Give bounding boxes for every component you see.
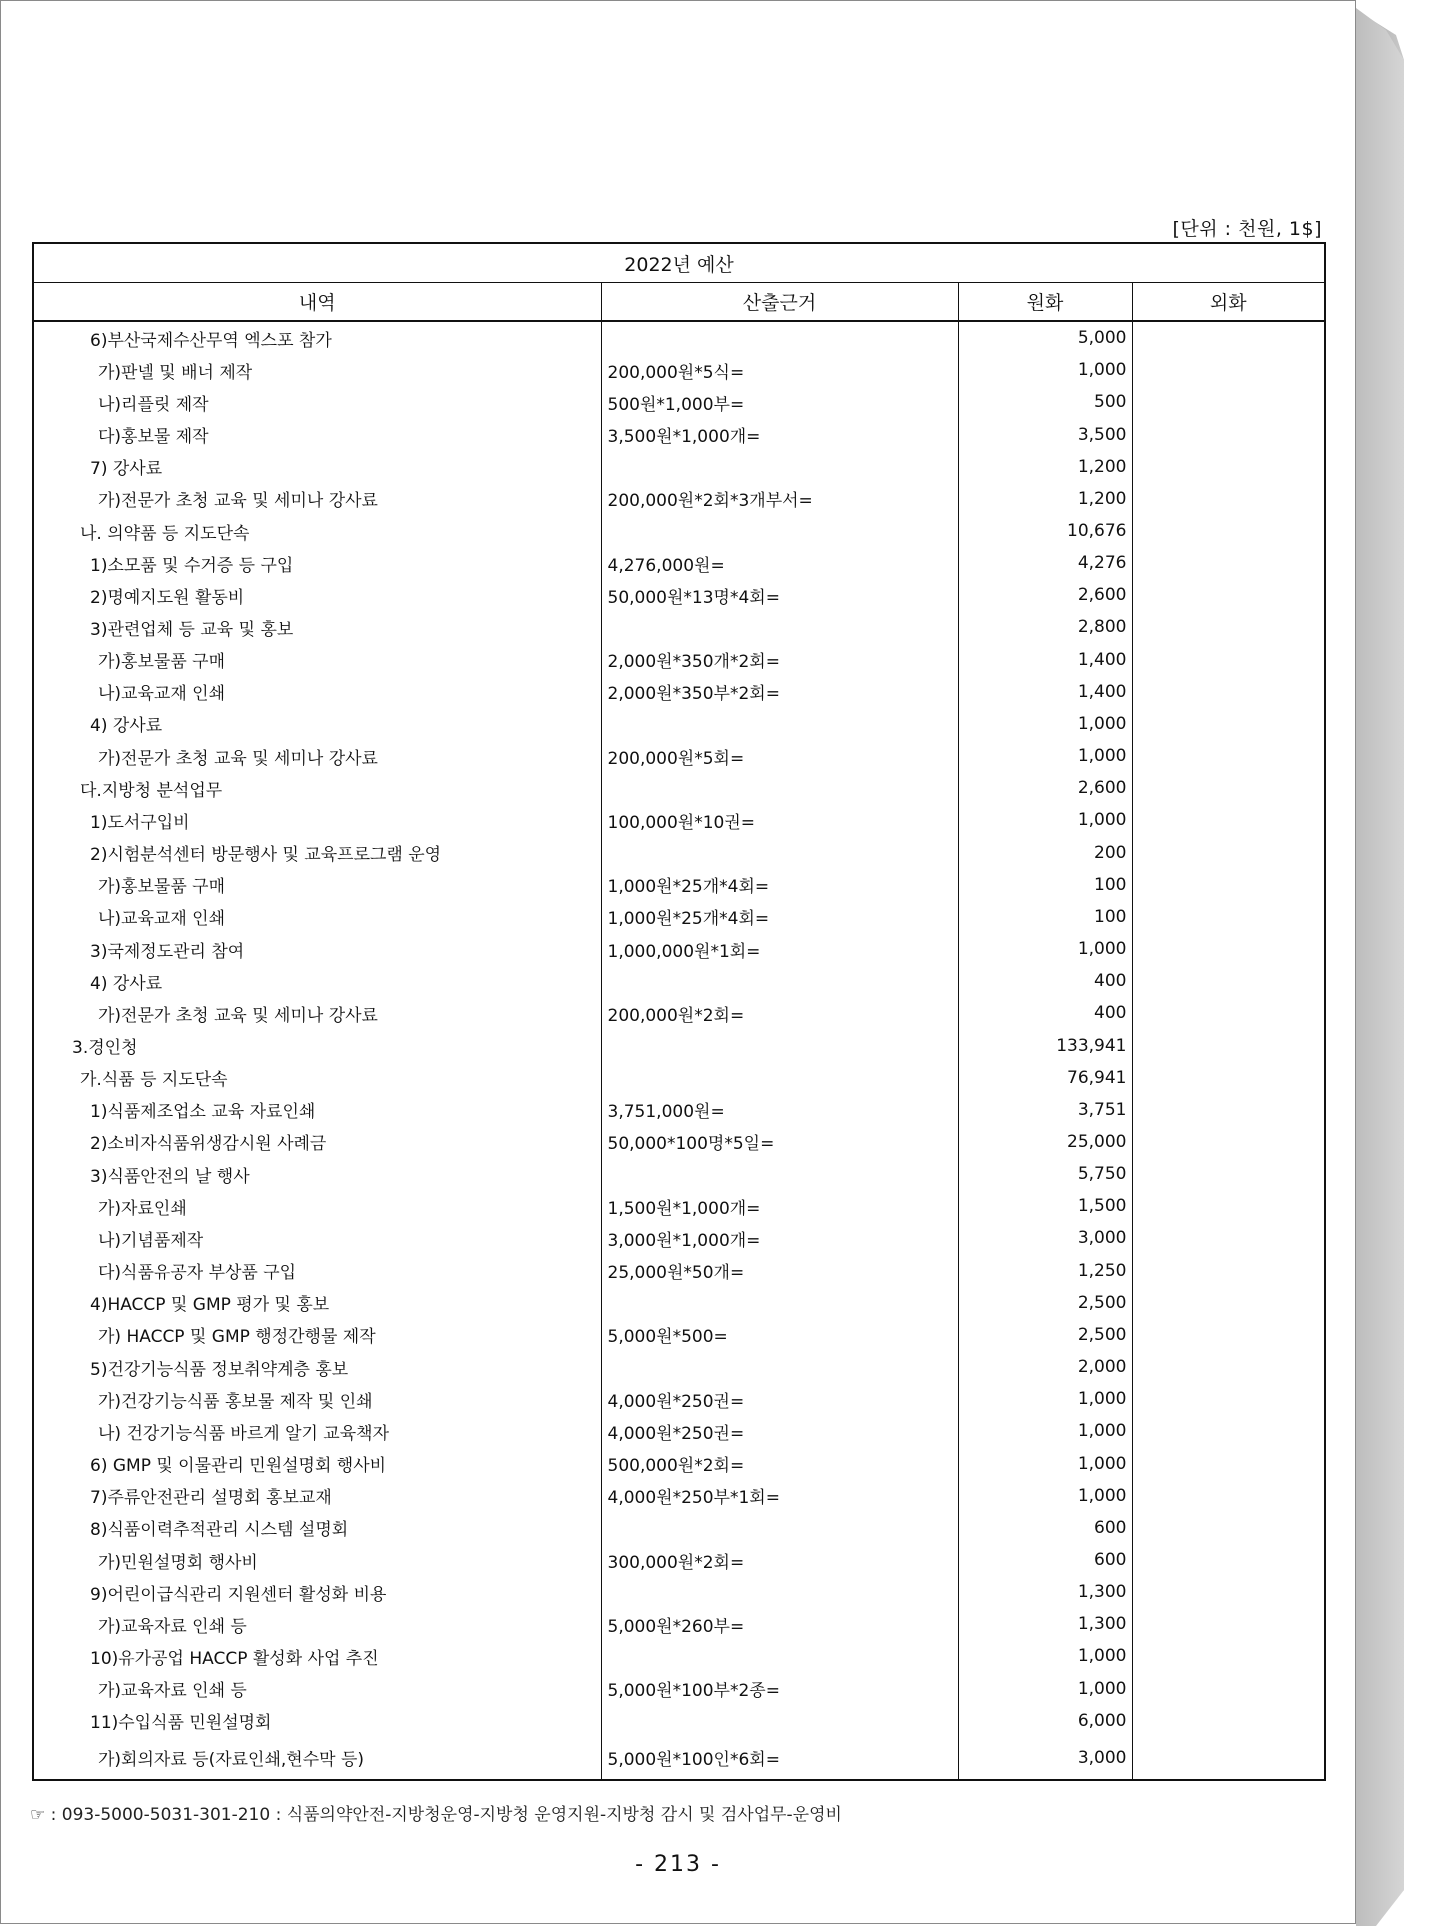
table-row <box>33 1255 1325 1287</box>
row-item-cell: 다.지방청 분석업무 <box>33 772 601 804</box>
row-item-cell: 3)관련업체 등 교육 및 홍보 <box>33 611 601 643</box>
row-krw-cell: 1,000 <box>958 1480 1132 1512</box>
row-basis-cell: 4,000원*250권= <box>601 1383 958 1415</box>
row-item-cell: 3)식품안전의 날 행사 <box>33 1158 601 1190</box>
row-item-cell: 가)회의자료 등(자료인쇄,현수막 등) <box>33 1737 601 1780</box>
row-krw-cell: 4,276 <box>958 547 1132 579</box>
row-krw-cell: 1,200 <box>958 483 1132 515</box>
page-edge <box>1356 0 1450 1926</box>
table-row <box>33 804 1325 836</box>
row-fx-cell <box>1132 611 1325 643</box>
row-krw-cell: 1,000 <box>958 1447 1132 1479</box>
budget-rows <box>33 321 1325 1780</box>
table-row <box>33 997 1325 1029</box>
row-krw-cell: 133,941 <box>958 1029 1132 1061</box>
row-krw-cell: 100 <box>958 869 1132 901</box>
row-item-cell: 1)소모품 및 수거증 등 구입 <box>33 547 601 579</box>
row-basis-cell <box>601 708 958 740</box>
row-krw-cell: 2,600 <box>958 772 1132 804</box>
row-krw-cell: 5,000 <box>958 321 1132 354</box>
row-fx-cell <box>1132 1287 1325 1319</box>
table-row <box>33 740 1325 772</box>
row-basis-cell <box>601 1029 958 1061</box>
column-header-krw: 원화 <box>958 283 1132 322</box>
table-row <box>33 1158 1325 1190</box>
row-item-cell: 다)홍보물 제작 <box>33 418 601 450</box>
row-krw-cell: 400 <box>958 965 1132 997</box>
row-fx-cell <box>1132 1544 1325 1576</box>
row-item-cell: 나. 의약품 등 지도단속 <box>33 515 601 547</box>
row-basis-cell <box>601 611 958 643</box>
row-fx-cell <box>1132 804 1325 836</box>
row-fx-cell <box>1132 644 1325 676</box>
table-row <box>33 386 1325 418</box>
row-item-cell: 2)시험분석센터 방문행사 및 교육프로그램 운영 <box>33 837 601 869</box>
table-row <box>33 1029 1325 1061</box>
row-krw-cell: 3,500 <box>958 418 1132 450</box>
row-item-cell: 가)교육자료 인쇄 등 <box>33 1608 601 1640</box>
table-row <box>33 321 1325 354</box>
row-fx-cell <box>1132 386 1325 418</box>
table-row <box>33 1640 1325 1672</box>
table-row <box>33 901 1325 933</box>
row-krw-cell: 1,500 <box>958 1190 1132 1222</box>
table-row <box>33 1062 1325 1094</box>
row-krw-cell: 3,751 <box>958 1094 1132 1126</box>
row-fx-cell <box>1132 1383 1325 1415</box>
row-fx-cell <box>1132 547 1325 579</box>
row-item-cell: 1)식품제조업소 교육 자료인쇄 <box>33 1094 601 1126</box>
row-basis-cell <box>601 451 958 483</box>
table-row <box>33 1447 1325 1479</box>
row-basis-cell <box>601 1705 958 1737</box>
row-item-cell: 가)전문가 초청 교육 및 세미나 강사료 <box>33 483 601 515</box>
row-item-cell: 가)판넬 및 배너 제작 <box>33 354 601 386</box>
table-row <box>33 451 1325 483</box>
column-header-item: 내역 <box>33 283 601 322</box>
row-krw-cell: 1,000 <box>958 1640 1132 1672</box>
table-row <box>33 579 1325 611</box>
row-fx-cell <box>1132 483 1325 515</box>
row-basis-cell: 5,000원*100인*6회= <box>601 1737 958 1780</box>
row-item-cell: 다)식품유공자 부상품 구입 <box>33 1255 601 1287</box>
row-krw-cell: 1,200 <box>958 451 1132 483</box>
row-basis-cell <box>601 1351 958 1383</box>
row-krw-cell: 5,750 <box>958 1158 1132 1190</box>
row-fx-cell <box>1132 1094 1325 1126</box>
row-basis-cell <box>601 1640 958 1672</box>
row-krw-cell: 2,000 <box>958 1351 1132 1383</box>
table-row <box>33 1383 1325 1415</box>
row-fx-cell <box>1132 1158 1325 1190</box>
row-basis-cell: 1,500원*1,000개= <box>601 1190 958 1222</box>
row-basis-cell: 1,000,000원*1회= <box>601 933 958 965</box>
row-basis-cell: 200,000원*2회= <box>601 997 958 1029</box>
row-basis-cell: 2,000원*350개*2회= <box>601 644 958 676</box>
row-basis-cell <box>601 515 958 547</box>
row-fx-cell <box>1132 1576 1325 1608</box>
row-fx-cell <box>1132 708 1325 740</box>
row-fx-cell <box>1132 1608 1325 1640</box>
row-fx-cell <box>1132 1512 1325 1544</box>
row-item-cell: 3)국제정도관리 참여 <box>33 933 601 965</box>
row-fx-cell <box>1132 1126 1325 1158</box>
page-number: - 213 - <box>635 1852 721 1877</box>
row-krw-cell: 1,000 <box>958 708 1132 740</box>
row-item-cell: 3.경인청 <box>33 1029 601 1061</box>
row-krw-cell: 600 <box>958 1512 1132 1544</box>
row-krw-cell: 1,400 <box>958 676 1132 708</box>
table-row <box>33 1222 1325 1254</box>
row-basis-cell <box>601 1512 958 1544</box>
table-row <box>33 483 1325 515</box>
row-krw-cell: 500 <box>958 386 1132 418</box>
row-item-cell: 8)식품이력추적관리 시스템 설명회 <box>33 1512 601 1544</box>
row-fx-cell <box>1132 451 1325 483</box>
row-krw-cell: 1,000 <box>958 933 1132 965</box>
row-basis-cell: 4,000원*250권= <box>601 1415 958 1447</box>
row-item-cell: 가)전문가 초청 교육 및 세미나 강사료 <box>33 997 601 1029</box>
row-item-cell: 가.식품 등 지도단속 <box>33 1062 601 1094</box>
row-krw-cell: 100 <box>958 901 1132 933</box>
row-fx-cell <box>1132 354 1325 386</box>
table-row <box>33 1190 1325 1222</box>
row-basis-cell: 5,000원*100부*2종= <box>601 1673 958 1705</box>
table-row <box>33 1480 1325 1512</box>
table-row <box>33 676 1325 708</box>
row-fx-cell <box>1132 869 1325 901</box>
row-fx-cell <box>1132 901 1325 933</box>
row-fx-cell <box>1132 1480 1325 1512</box>
row-item-cell: 나)교육교재 인쇄 <box>33 676 601 708</box>
row-fx-cell <box>1132 740 1325 772</box>
row-fx-cell <box>1132 965 1325 997</box>
row-item-cell: 나)기념품제작 <box>33 1222 601 1254</box>
row-item-cell: 4)HACCP 및 GMP 평가 및 홍보 <box>33 1287 601 1319</box>
row-krw-cell: 1,250 <box>958 1255 1132 1287</box>
table-row <box>33 1351 1325 1383</box>
row-fx-cell <box>1132 1255 1325 1287</box>
row-basis-cell: 3,000원*1,000개= <box>601 1222 958 1254</box>
row-basis-cell: 1,000원*25개*4회= <box>601 901 958 933</box>
row-krw-cell: 1,000 <box>958 1415 1132 1447</box>
row-basis-cell: 50,000원*13명*4회= <box>601 579 958 611</box>
row-item-cell: 2)소비자식품위생감시원 사례금 <box>33 1126 601 1158</box>
row-fx-cell <box>1132 676 1325 708</box>
row-fx-cell <box>1132 515 1325 547</box>
row-fx-cell <box>1132 579 1325 611</box>
table-row <box>33 644 1325 676</box>
row-fx-cell <box>1132 1737 1325 1780</box>
row-fx-cell <box>1132 1351 1325 1383</box>
row-krw-cell: 6,000 <box>958 1705 1132 1737</box>
row-item-cell: 나) 건강기능식품 바르게 알기 교육책자 <box>33 1415 601 1447</box>
row-krw-cell: 1,000 <box>958 804 1132 836</box>
row-fx-cell <box>1132 1190 1325 1222</box>
table-row <box>33 1415 1325 1447</box>
row-item-cell: 가)홍보물품 구매 <box>33 644 601 676</box>
column-header-basis: 산출근거 <box>601 283 958 322</box>
row-basis-cell: 4,276,000원= <box>601 547 958 579</box>
table-row <box>33 1673 1325 1705</box>
row-krw-cell: 1,000 <box>958 1383 1132 1415</box>
row-fx-cell <box>1132 1319 1325 1351</box>
row-krw-cell: 200 <box>958 837 1132 869</box>
row-basis-cell: 500원*1,000부= <box>601 386 958 418</box>
row-item-cell: 7)주류안전관리 설명회 홍보교재 <box>33 1480 601 1512</box>
row-basis-cell: 5,000원*500= <box>601 1319 958 1351</box>
row-krw-cell: 2,800 <box>958 611 1132 643</box>
row-basis-cell <box>601 321 958 354</box>
row-item-cell: 가)전문가 초청 교육 및 세미나 강사료 <box>33 740 601 772</box>
table-row <box>33 1126 1325 1158</box>
row-basis-cell <box>601 837 958 869</box>
row-fx-cell <box>1132 321 1325 354</box>
row-fx-cell <box>1132 933 1325 965</box>
row-item-cell: 가)자료인쇄 <box>33 1190 601 1222</box>
row-basis-cell: 200,000원*2회*3개부서= <box>601 483 958 515</box>
row-basis-cell <box>601 965 958 997</box>
row-basis-cell: 200,000원*5회= <box>601 740 958 772</box>
table-row <box>33 1512 1325 1544</box>
row-krw-cell: 1,300 <box>958 1608 1132 1640</box>
row-item-cell: 2)명예지도원 활동비 <box>33 579 601 611</box>
table-row <box>33 515 1325 547</box>
row-fx-cell <box>1132 1415 1325 1447</box>
row-item-cell: 10)유가공업 HACCP 활성화 사업 추진 <box>33 1640 601 1672</box>
row-item-cell: 6)부산국제수산무역 엑스포 참가 <box>33 321 601 354</box>
footnote: ☞ : 093-5000-5031-301-210 : 식품의약안전-지방청운영-지방청 운영지원-지방청 감시 및 검사업무-운영비 <box>30 1805 842 1825</box>
column-header-fx: 외화 <box>1132 283 1325 322</box>
table-row <box>33 611 1325 643</box>
row-fx-cell <box>1132 837 1325 869</box>
row-krw-cell: 25,000 <box>958 1126 1132 1158</box>
row-basis-cell: 4,000원*250부*1회= <box>601 1480 958 1512</box>
row-krw-cell: 1,000 <box>958 1673 1132 1705</box>
unit-label: [단위 : 천원, 1$] <box>1172 218 1322 240</box>
row-basis-cell: 2,000원*350부*2회= <box>601 676 958 708</box>
row-basis-cell: 100,000원*10권= <box>601 804 958 836</box>
table-row <box>33 354 1325 386</box>
row-fx-cell <box>1132 1447 1325 1479</box>
row-basis-cell <box>601 1287 958 1319</box>
row-item-cell: 1)도서구입비 <box>33 804 601 836</box>
row-basis-cell: 500,000원*2회= <box>601 1447 958 1479</box>
row-krw-cell: 3,000 <box>958 1222 1132 1254</box>
row-item-cell: 7) 강사료 <box>33 451 601 483</box>
row-fx-cell <box>1132 418 1325 450</box>
row-basis-cell <box>601 772 958 804</box>
row-fx-cell <box>1132 1640 1325 1672</box>
row-krw-cell: 76,941 <box>958 1062 1132 1094</box>
row-item-cell: 9)어린이급식관리 지원센터 활성화 비용 <box>33 1576 601 1608</box>
row-basis-cell <box>601 1576 958 1608</box>
row-krw-cell: 600 <box>958 1544 1132 1576</box>
table-row <box>33 965 1325 997</box>
row-basis-cell <box>601 1158 958 1190</box>
row-basis-cell: 3,500원*1,000개= <box>601 418 958 450</box>
row-item-cell: 11)수입식품 민원설명회 <box>33 1705 601 1737</box>
row-krw-cell: 3,000 <box>958 1737 1132 1780</box>
row-basis-cell: 25,000원*50개= <box>601 1255 958 1287</box>
row-krw-cell: 1,000 <box>958 354 1132 386</box>
table-row <box>33 1287 1325 1319</box>
row-item-cell: 가)교육자료 인쇄 등 <box>33 1673 601 1705</box>
row-item-cell: 나)리플릿 제작 <box>33 386 601 418</box>
row-fx-cell <box>1132 1029 1325 1061</box>
table-row <box>33 418 1325 450</box>
row-krw-cell: 2,500 <box>958 1287 1132 1319</box>
row-item-cell: 6) GMP 및 이물관리 민원설명회 행사비 <box>33 1447 601 1479</box>
table-row <box>33 869 1325 901</box>
table-row <box>33 837 1325 869</box>
row-fx-cell <box>1132 1062 1325 1094</box>
table-row <box>33 1608 1325 1640</box>
row-basis-cell: 3,751,000원= <box>601 1094 958 1126</box>
year-header: 2022년 예산 <box>33 243 1325 283</box>
row-krw-cell: 2,500 <box>958 1319 1132 1351</box>
table-row <box>33 1544 1325 1576</box>
row-item-cell: 나)교육교재 인쇄 <box>33 901 601 933</box>
table-row <box>33 547 1325 579</box>
table-row <box>33 708 1325 740</box>
row-krw-cell: 2,600 <box>958 579 1132 611</box>
row-item-cell: 4) 강사료 <box>33 708 601 740</box>
table-row <box>33 772 1325 804</box>
table-row <box>33 1576 1325 1608</box>
budget-table <box>32 242 1326 1781</box>
row-item-cell: 가)홍보물품 구매 <box>33 869 601 901</box>
row-item-cell: 가)건강기능식품 홍보물 제작 및 인쇄 <box>33 1383 601 1415</box>
row-item-cell: 4) 강사료 <box>33 965 601 997</box>
table-row <box>33 1705 1325 1737</box>
table-row <box>33 1737 1325 1780</box>
row-item-cell: 가) HACCP 및 GMP 행정간행물 제작 <box>33 1319 601 1351</box>
row-krw-cell: 1,400 <box>958 644 1132 676</box>
row-basis-cell <box>601 1062 958 1094</box>
row-basis-cell: 200,000원*5식= <box>601 354 958 386</box>
row-basis-cell: 50,000*100명*5일= <box>601 1126 958 1158</box>
row-krw-cell: 10,676 <box>958 515 1132 547</box>
table-row <box>33 1094 1325 1126</box>
row-fx-cell <box>1132 997 1325 1029</box>
row-fx-cell <box>1132 1222 1325 1254</box>
row-item-cell: 가)민원설명회 행사비 <box>33 1544 601 1576</box>
row-basis-cell: 1,000원*25개*4회= <box>601 869 958 901</box>
row-fx-cell <box>1132 1673 1325 1705</box>
row-fx-cell <box>1132 772 1325 804</box>
row-fx-cell <box>1132 1705 1325 1737</box>
row-krw-cell: 1,300 <box>958 1576 1132 1608</box>
table-row <box>33 933 1325 965</box>
row-krw-cell: 400 <box>958 997 1132 1029</box>
table-row <box>33 1319 1325 1351</box>
row-item-cell: 5)건강기능식품 정보취약계층 홍보 <box>33 1351 601 1383</box>
row-krw-cell: 1,000 <box>958 740 1132 772</box>
row-basis-cell: 300,000원*2회= <box>601 1544 958 1576</box>
row-basis-cell: 5,000원*260부= <box>601 1608 958 1640</box>
